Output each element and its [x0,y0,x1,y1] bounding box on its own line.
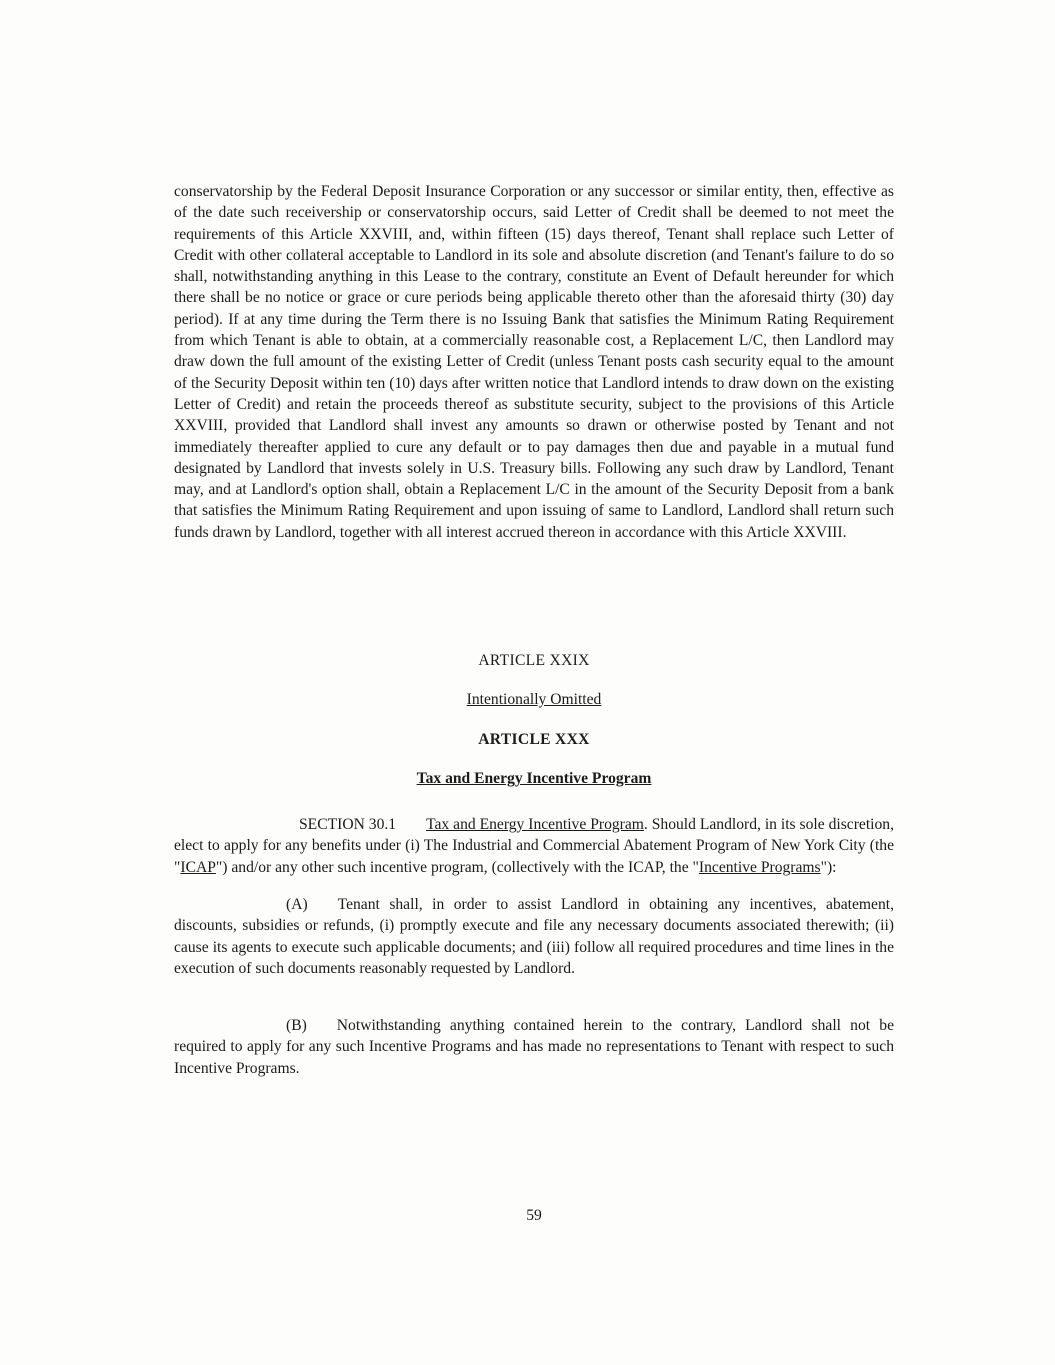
section-text-b: ") and/or any other such incentive program, (collectively with the ICAP, the " [215,858,699,876]
article-29-title: ARTICLE XXIX [478,652,590,669]
section-number: SECTION 30.1 [299,816,397,833]
icap-term: ICAP [180,858,216,876]
article-30-title: ARTICLE XXX [478,731,590,748]
incentive-programs-term: Incentive Programs [698,858,821,876]
clause-b-text: Notwithstanding anything contained herein to the contrary, Landlord shall not be required to apply for any such Incentive Programs and has made no representations to Tenant with respect to such Incentive Programs. [174,1017,894,1077]
clause-a-paragraph [174,894,894,979]
continuation-paragraph: conservatorship by the Federal Deposit Insurance Corporation or any successor or similar entity, then, effective as of the date such receivership or conservatorship occurs, said Letter of Credit shall be deemed to not meet the requirements of this Article XXVIII, and, within fifteen (15) days thereof, Tenant shall replace such Letter of Credit with other collateral acceptable to Landlord in its sole and absolute discretion (and Tenant's failure to do so shall, notwithstanding anything in this Lease to the contrary, constitute an Event of Default hereunder for which there shall be no notice or grace or cure periods being applicable thereto other than the aforesaid thirty (30) day period). If at any time during the Term there is no Issuing Bank that satisfies the Minimum Rating Requirement from which Tenant is able to obtain, at a commercially reasonable cost, a Replacement L/C, then Landlord may draw down the full amount of the existing Letter of Credit (unless Tenant posts cash security equal to the amount of the Security Deposit within ten (10) days after written notice that Landlord intends to draw down on the existing Letter of Credit) and retain the proceeds thereof as substitute security, subject to the provisions of this Article XXVIII, provided that Landlord shall invest any amounts so drawn or otherwise posted by Tenant and not immediately thereafter applied to cure any default or to pay damages then due and payable in a mutual fund designated by Landlord that invests solely in U.S. Treasury bills. Following any such draw by Landlord, Tenant may, and at Landlord's option shall, obtain a Replacement L/C in the amount of the Security Deposit from a bank that satisfies the Minimum Rating Requirement and upon issuing of same to Landlord, Landlord shall return such funds drawn by Landlord, together with all interest accrued thereon in accordance with this Article XXVIII. [174,183,894,541]
clause-a-text: Tenant shall, in order to assist Landlord in obtaining any incentives, abatement, discounts, subsidies or refunds, (i) promptly execute and file any necessary documents associated therewith; (ii) cause its agents to execute such applicable documents; and (iii) follow all required procedures and time lines in the execution of such documents reasonably requested by Landlord. [174,896,894,977]
article-30-subtitle: Tax and Energy Incentive Program [416,770,652,787]
section-30-1-paragraph [174,814,894,878]
article-29-subtitle: Intentionally Omitted [466,691,602,708]
clause-b-label: (B) [286,1017,307,1034]
clause-a-label: (A) [286,896,308,913]
page-number: 59 [526,1207,542,1224]
section-text-c: "): [820,858,837,876]
section-heading: Tax and Energy Incentive Program [426,816,644,833]
section-text-a: . Should Landlord, in its sole discretion, elect to apply for any benefits under (i) The Industrial and Commercial Abatement Program of New York City (the " [174,816,894,876]
clause-b-paragraph [174,1015,894,1079]
